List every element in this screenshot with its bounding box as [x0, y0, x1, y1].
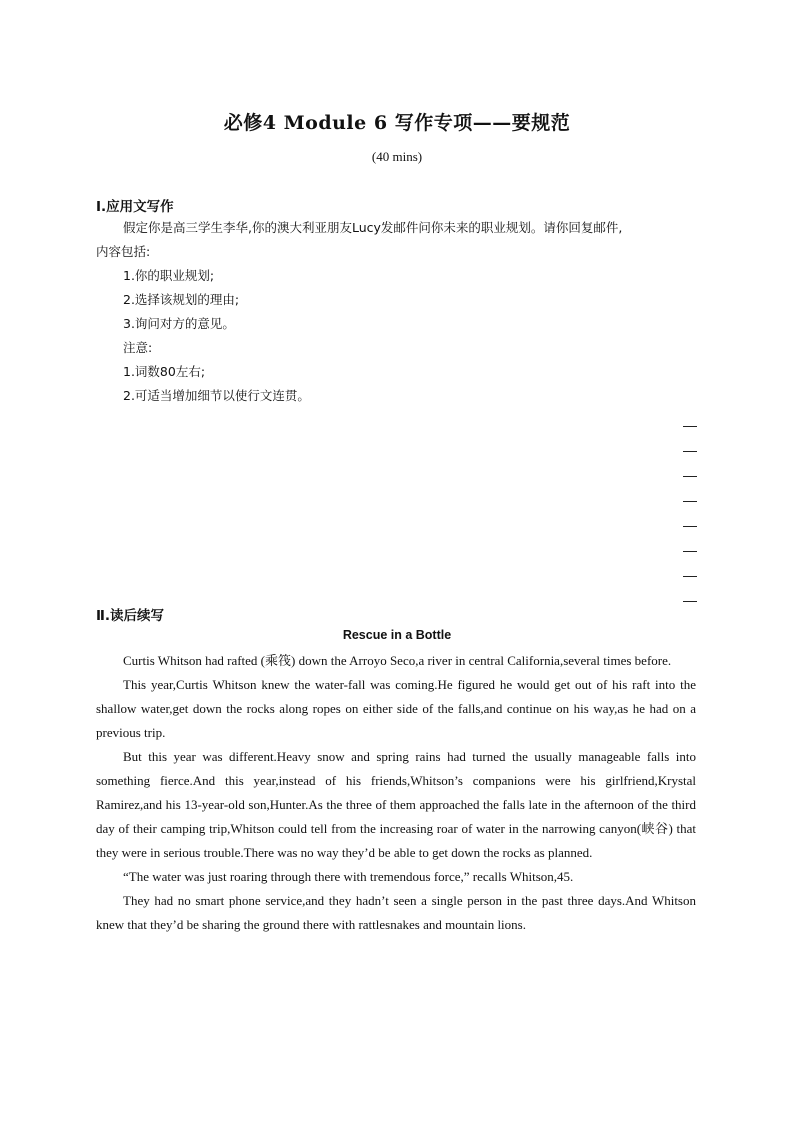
section-2-heading: Ⅱ.读后续写 — [96, 608, 165, 624]
story-paragraph-4: “The water was just roaring through there with tremendous force,” recalls Whitson,45. — [123, 869, 574, 884]
answer-line[interactable] — [683, 526, 697, 551]
note-1: 1.词数80左右; — [123, 364, 206, 379]
answer-lines[interactable] — [683, 426, 697, 626]
answer-line[interactable] — [683, 451, 697, 476]
note-label: 注意: — [123, 340, 153, 355]
note-2: 2.可适当增加细节以使行文连贯。 — [123, 388, 310, 403]
story-text — [96, 649, 696, 937]
answer-line[interactable] — [683, 576, 697, 601]
answer-line[interactable] — [683, 601, 697, 626]
answer-line[interactable] — [683, 551, 697, 576]
story-paragraph-2: This year,Curtis Whitson knew the water-fall was coming.He figured he would get out of his raft into the shallow water,get down the rocks along ropes on either side of the falls,and continue on his way,as he had on a previous trip. — [96, 677, 696, 740]
requirement-1: 1.你的职业规划; — [123, 268, 215, 283]
prompt-line-2: 内容包括: — [96, 244, 151, 259]
story-paragraph-3: But this year was different.Heavy snow and spring rains had turned the usually manageable falls into something fierce.And this year,instead of his friends,Whitson’s companions were his girlfriend,Krystal Ramirez,and his 13-year-old son,Hunter.As the three of them approached the falls late in the afternoon of the third day of their camping trip,Whitson could tell from the increasing roar of water in the narrowing canyon(峡谷) that they were in serious trouble.There was no way they’d be able to get down the rocks as planned. — [96, 749, 696, 860]
answer-line[interactable] — [683, 476, 697, 501]
story-title: Rescue in a Bottle — [342, 628, 452, 642]
section-1-heading: Ⅰ.应用文写作 — [96, 199, 174, 215]
page-title: 必修4 Module 6 写作专项——要规范 — [223, 112, 571, 134]
story-paragraph-1: Curtis Whitson had rafted (乘筏) down the Arroyo Seco,a river in central California,several times before. — [123, 653, 672, 668]
requirement-2: 2.选择该规划的理由; — [123, 292, 240, 307]
prompt-line-1: 假定你是高三学生李华,你的澳大利亚朋友Lucy发邮件问你未来的职业规划。请你回复邮件, — [123, 220, 623, 235]
requirement-3: 3.询问对方的意见。 — [123, 316, 235, 331]
answer-line[interactable] — [683, 501, 697, 526]
time-limit: (40 mins) — [371, 149, 423, 164]
answer-line[interactable] — [683, 426, 697, 451]
story-paragraph-5: They had no smart phone service,and they hadn’t seen a single person in the past three days.And Whitson knew that they’d be sharing the ground there with rattlesnakes and mountain lions. — [96, 893, 696, 932]
